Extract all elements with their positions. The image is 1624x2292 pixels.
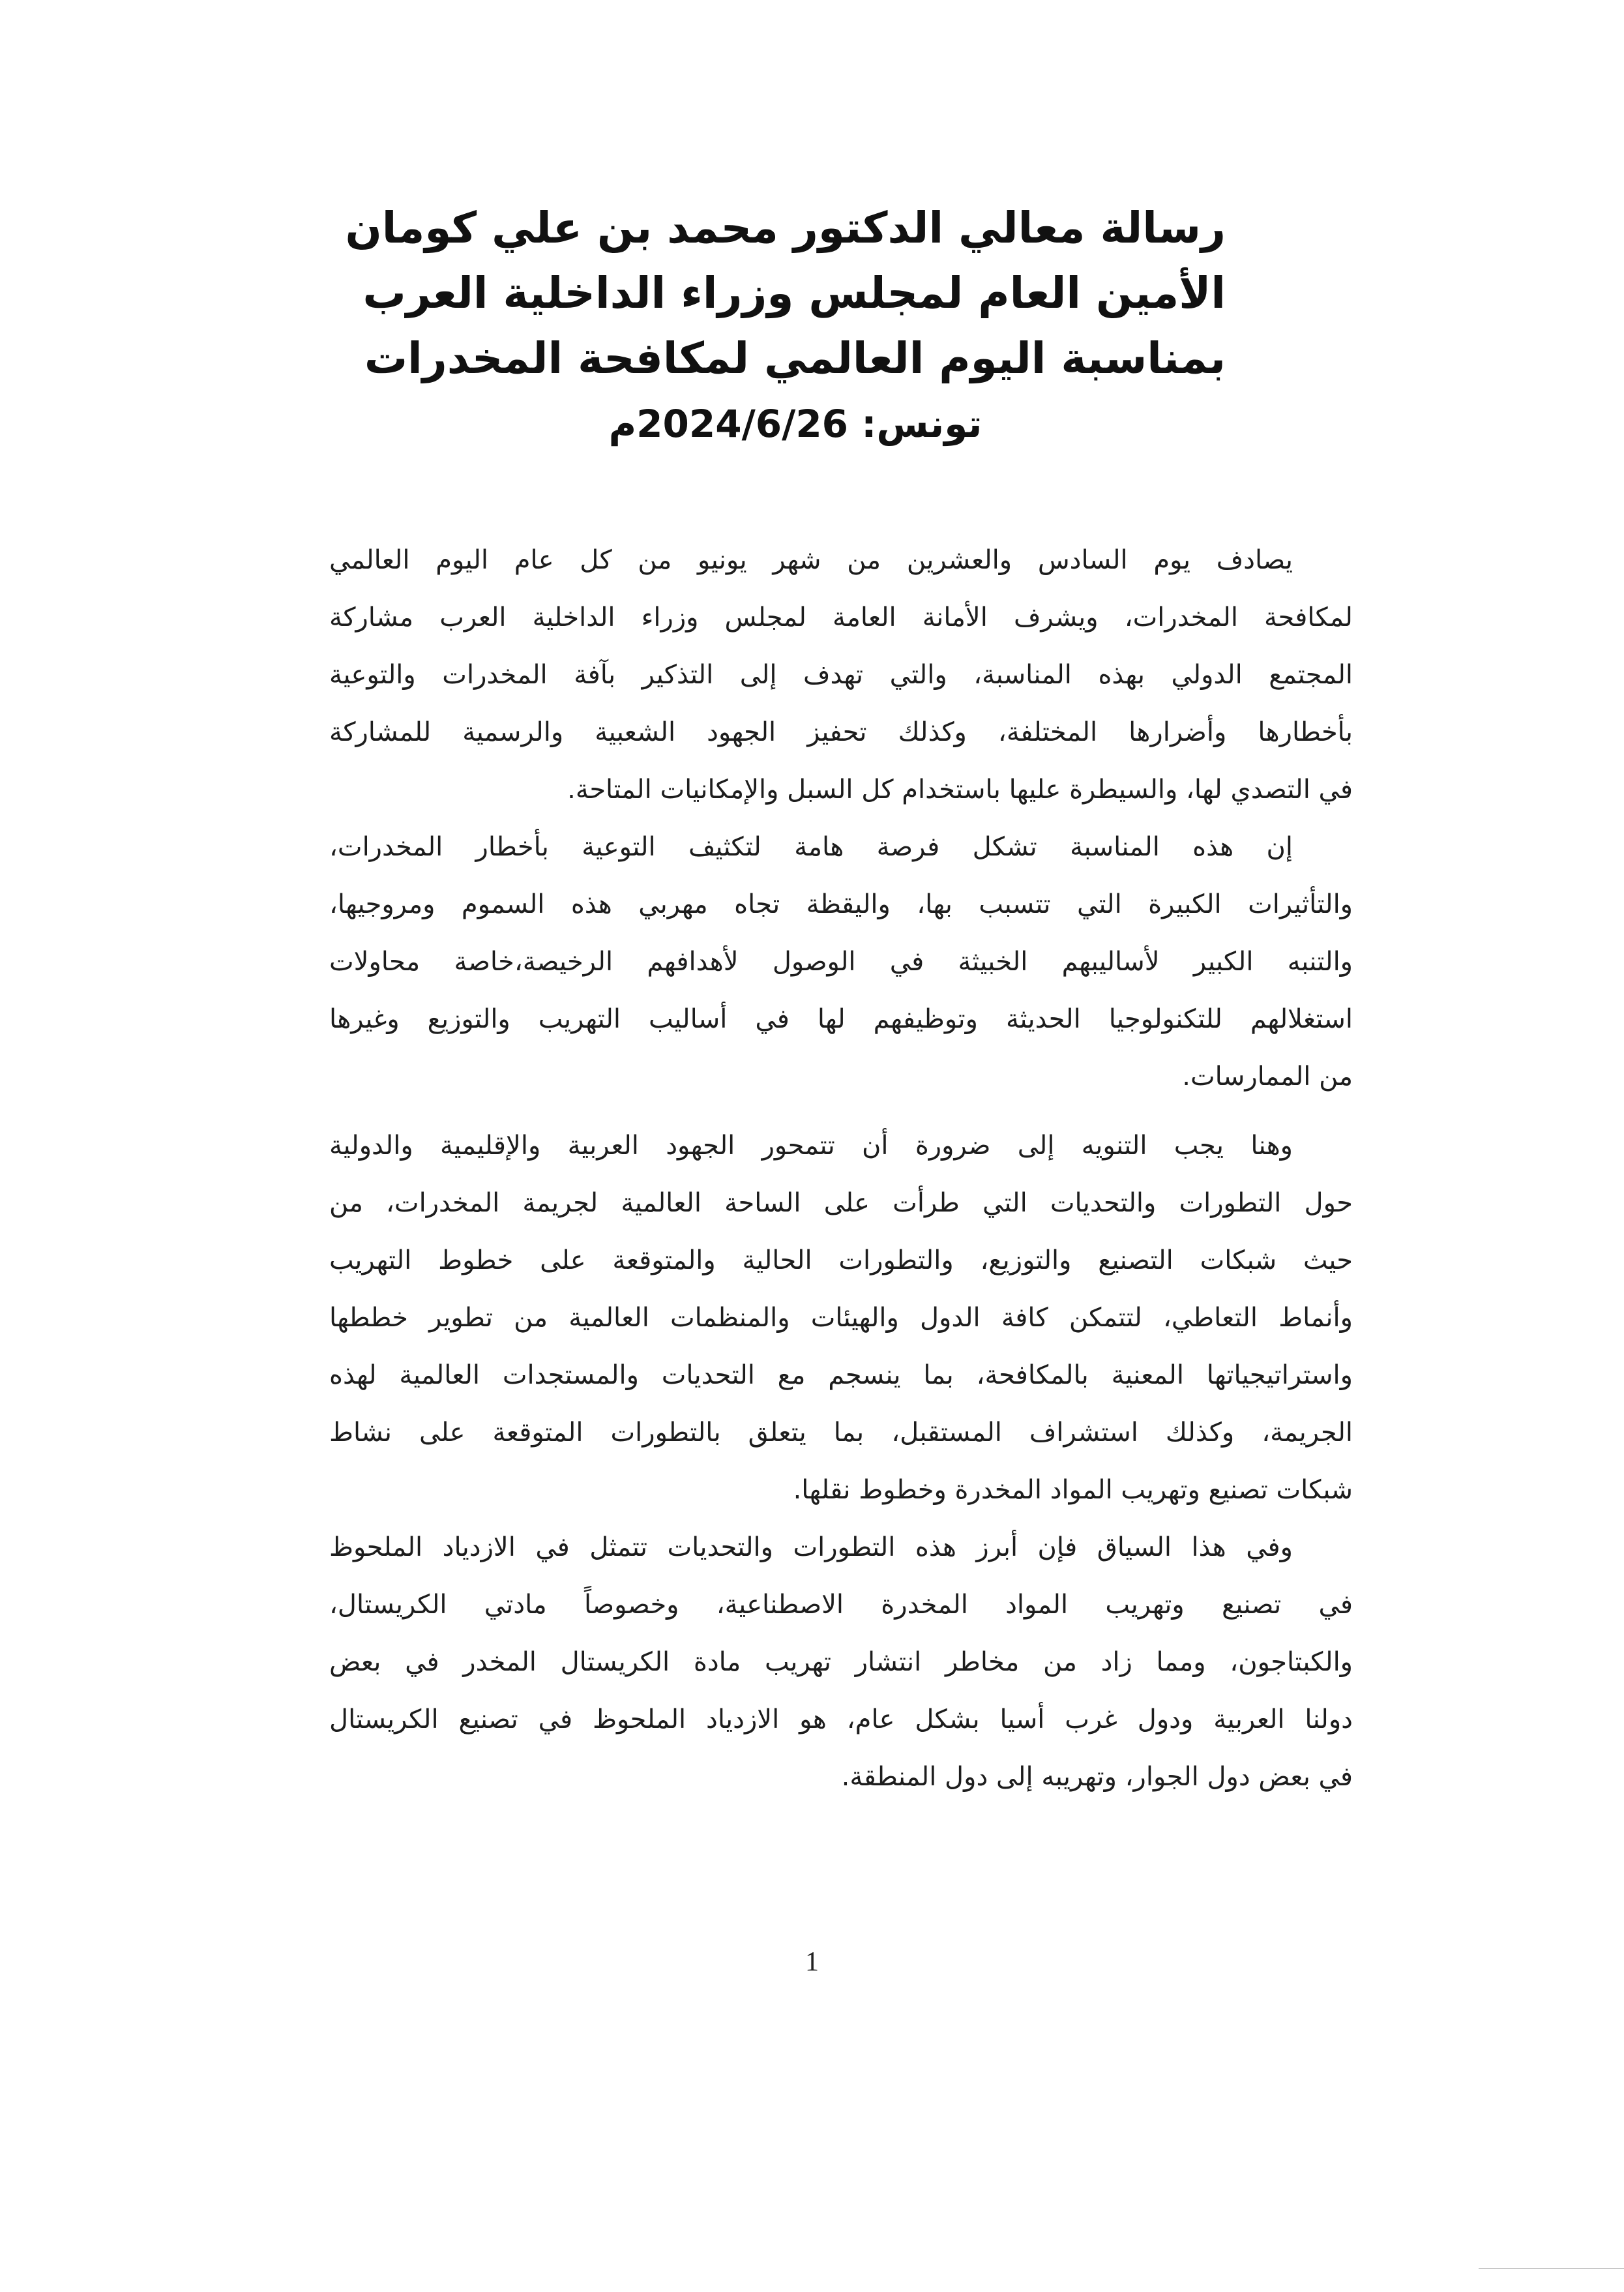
text-line: وفي هذا السياق فإن أبرز هذه التطورات والتحديات تتمثل في الازدياد الملحوظ [329, 1532, 1293, 1562]
title-date-line: تونس: 2024/6/26م [608, 402, 982, 446]
paragraph-spacer [329, 1105, 1353, 1117]
text-line: الجريمة، وكذلك استشراف المستقبل، بما يتعلق بالتطورات المتوقعة على نشاط [329, 1418, 1353, 1448]
text-line: لمكافحة المخدرات، ويشرف الأمانة العامة لمجلس وزراء الداخلية العرب مشاركة [329, 603, 1353, 633]
text-line: في التصدي لها، والسيطرة عليها باستخدام كل السبل والإمكانيات المتاحة. [567, 775, 1353, 805]
paragraph [329, 1519, 1353, 1806]
text-line: وهنا يجب التنويه إلى ضرورة أن تتمحور الجهود العربية والإقليمية والدولية [329, 1131, 1293, 1161]
text-line: والكبتاجون، ومما زاد من مخاطر انتشار تهريب مادة الكريستال المخدر في بعض [329, 1647, 1353, 1677]
title-line-sender: رسالة معالي الدكتور محمد بن علي كومان [345, 203, 1226, 253]
scan-edge-mark [1479, 2268, 1624, 2269]
text-line: في تصنيع وتهريب المواد المخدرة الاصطناعية، وخصوصاً مادتي الكريستال، [329, 1590, 1353, 1620]
paragraph [329, 1117, 1353, 1519]
text-line: في بعض دول الجوار، وتهريبه إلى دول المنطقة. [841, 1762, 1353, 1792]
letter-title [345, 196, 1226, 456]
paragraph [329, 531, 1353, 818]
text-line: بأخطارها وأضرارها المختلفة، وكذلك تحفيز الجهود الشعبية والرسمية للمشاركة [329, 717, 1353, 747]
text-line: والتنبه الكبير لأساليبهم الخبيثة في الوصول لأهدافهم الرخيصة،خاصة محاولات [329, 947, 1353, 977]
text-line: يصادف يوم السادس والعشرين من شهر يونيو من كل عام اليوم العالمي [329, 545, 1293, 575]
text-line: حول التطورات والتحديات التي طرأت على الساحة العالمية لجريمة المخدرات، من [329, 1188, 1353, 1218]
title-line-position: الأمين العام لمجلس وزراء الداخلية العرب [362, 268, 1226, 318]
text-line: واستراتيجياتها المعنية بالمكافحة، بما ينسجم مع التحديات والمستجدات العالمية لهذه [329, 1360, 1353, 1390]
title-line-occasion: بمناسبة اليوم العالمي لمكافحة المخدرات [364, 333, 1226, 383]
text-line: وأنماط التعاطي، لتتمكن كافة الدول والهيئات والمنظمات العالمية من تطوير خططها [329, 1303, 1353, 1333]
text-line: من الممارسات. [1182, 1062, 1353, 1092]
page-number: 1 [805, 1947, 819, 1977]
letter-body [329, 531, 1353, 1806]
text-line: المجتمع الدولي بهذه المناسبة، والتي تهدف إلى التذكير بآفة المخدرات والتوعية [329, 660, 1353, 690]
text-line: إن هذه المناسبة تشكل فرصة هامة لتكثيف التوعية بأخطار المخدرات، [329, 832, 1293, 862]
text-line: حيث شبكات التصنيع والتوزيع، والتطورات الحالية والمتوقعة على خطوط التهريب [329, 1245, 1353, 1275]
text-line: شبكات تصنيع وتهريب المواد المخدرة وخطوط نقلها. [793, 1475, 1353, 1505]
paragraph [329, 818, 1353, 1105]
text-line: دولنا العربية ودول غرب أسيا بشكل عام، هو الازدياد الملحوظ في تصنيع الكريستال [329, 1704, 1353, 1734]
text-line: استغلالهم للتكنولوجيا الحديثة وتوظيفهم لها في أساليب التهريب والتوزيع وغيرها [329, 1004, 1353, 1034]
text-line: والتأثيرات الكبيرة التي تتسبب بها، واليقظة تجاه مهربي هذه السموم ومروجيها، [329, 889, 1353, 919]
